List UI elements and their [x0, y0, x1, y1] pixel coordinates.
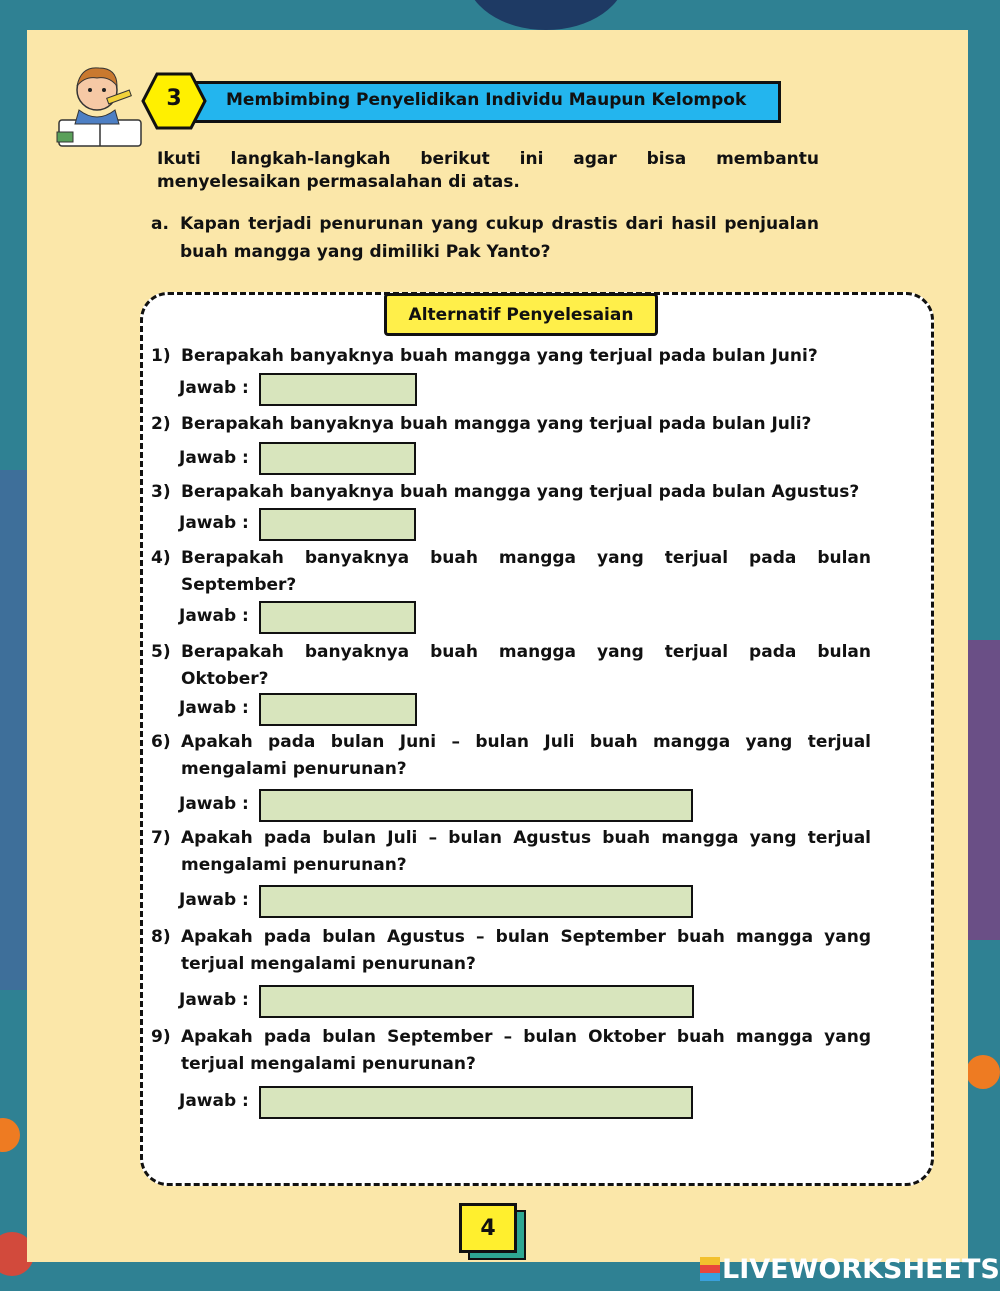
question-text-cont: Oktober?: [181, 669, 269, 689]
question-text-cont: terjual mengalami penurunan?: [181, 954, 476, 974]
bg-circle-top: [466, 0, 626, 30]
question-a: [151, 210, 819, 266]
question-item: [151, 1024, 871, 1078]
answer-label: Jawab :: [179, 890, 249, 910]
liveworksheets-logo-icon: [700, 1257, 720, 1281]
question-a-line-1: Kapan terjadi penurunan yang cukup drastis dari hasil penjualan: [180, 214, 819, 234]
intro-text: [157, 148, 819, 194]
question-number: 5): [151, 642, 171, 662]
answer-input-6[interactable]: [259, 789, 693, 822]
bg-triangle-left: [0, 470, 27, 990]
question-number: 4): [151, 548, 171, 568]
question-number: 8): [151, 927, 171, 947]
liveworksheets-watermark[interactable]: [700, 1254, 1000, 1285]
question-text: Berapakah banyaknya buah mangga yang terjual pada bulan Juli?: [181, 414, 812, 434]
answer-input-3[interactable]: [259, 508, 416, 541]
question-text: Apakah pada bulan Agustus – bulan September buah mangga yang: [181, 927, 871, 947]
answer-label: Jawab :: [179, 794, 249, 814]
page-number: 4: [459, 1203, 517, 1253]
question-item: [151, 825, 871, 879]
question-number: 6): [151, 732, 171, 752]
question-number: 7): [151, 828, 171, 848]
question-text: Apakah pada bulan Juni – bulan Juli buah mangga yang terjual: [181, 732, 871, 752]
step-number: 3: [166, 86, 182, 111]
question-number: 3): [151, 482, 171, 502]
question-a-line-2: buah mangga yang dimiliki Pak Yanto?: [180, 242, 551, 262]
question-item: [151, 729, 871, 783]
question-item: [151, 639, 871, 693]
question-item: [151, 924, 871, 978]
answer-input-9[interactable]: [259, 1086, 693, 1119]
question-text: Berapakah banyaknya buah mangga yang terjual pada bulan Agustus?: [181, 482, 860, 502]
question-item: [151, 343, 871, 370]
answer-label: Jawab :: [179, 448, 249, 468]
banner-title: Membimbing Penyelidikan Individu Maupun Kelompok: [226, 90, 747, 110]
answer-input-5[interactable]: [259, 693, 417, 726]
bg-orange-dot-right: [966, 1055, 1000, 1089]
question-text-cont: September?: [181, 575, 297, 595]
question-text: Apakah pada bulan September – bulan Oktober buah mangga yang: [181, 1027, 871, 1047]
question-a-label: a.: [151, 214, 169, 234]
answer-label: Jawab :: [179, 1091, 249, 1111]
answer-input-8[interactable]: [259, 985, 694, 1018]
answer-label: Jawab :: [179, 990, 249, 1010]
bg-purple-right: [968, 640, 1000, 940]
solution-title: Alternatif Penyelesaian: [384, 293, 658, 336]
question-text-cont: mengalami penurunan?: [181, 759, 407, 779]
question-number: 2): [151, 414, 171, 434]
question-text-cont: terjual mengalami penurunan?: [181, 1054, 476, 1074]
question-text-cont: mengalami penurunan?: [181, 855, 407, 875]
answer-label: Jawab :: [179, 378, 249, 398]
student-reading-icon: [55, 58, 145, 150]
question-number: 9): [151, 1027, 171, 1047]
watermark-text: LIVEWORKSHEETS: [722, 1254, 1000, 1285]
question-text: Berapakah banyaknya buah mangga yang terjual pada bulan Juni?: [181, 346, 818, 366]
question-text: Berapakah banyaknya buah mangga yang terjual pada bulan: [181, 642, 871, 662]
answer-input-2[interactable]: [259, 442, 416, 475]
question-item: [151, 545, 871, 599]
question-text: Berapakah banyaknya buah mangga yang terjual pada bulan: [181, 548, 871, 568]
answer-input-7[interactable]: [259, 885, 693, 918]
answer-label: Jawab :: [179, 513, 249, 533]
question-number: 1): [151, 346, 171, 366]
answer-label: Jawab :: [179, 698, 249, 718]
question-item: [151, 411, 871, 438]
bg-orange-dot-left: [0, 1118, 20, 1152]
answer-label: Jawab :: [179, 606, 249, 626]
answer-input-1[interactable]: [259, 373, 417, 406]
question-text: Apakah pada bulan Juli – bulan Agustus buah mangga yang terjual: [181, 828, 871, 848]
intro-line-1: Ikuti langkah-langkah berikut ini agar bisa membantu: [157, 149, 819, 169]
question-item: [151, 479, 871, 506]
answer-input-4[interactable]: [259, 601, 416, 634]
intro-line-2: menyelesaikan permasalahan di atas.: [157, 172, 520, 192]
